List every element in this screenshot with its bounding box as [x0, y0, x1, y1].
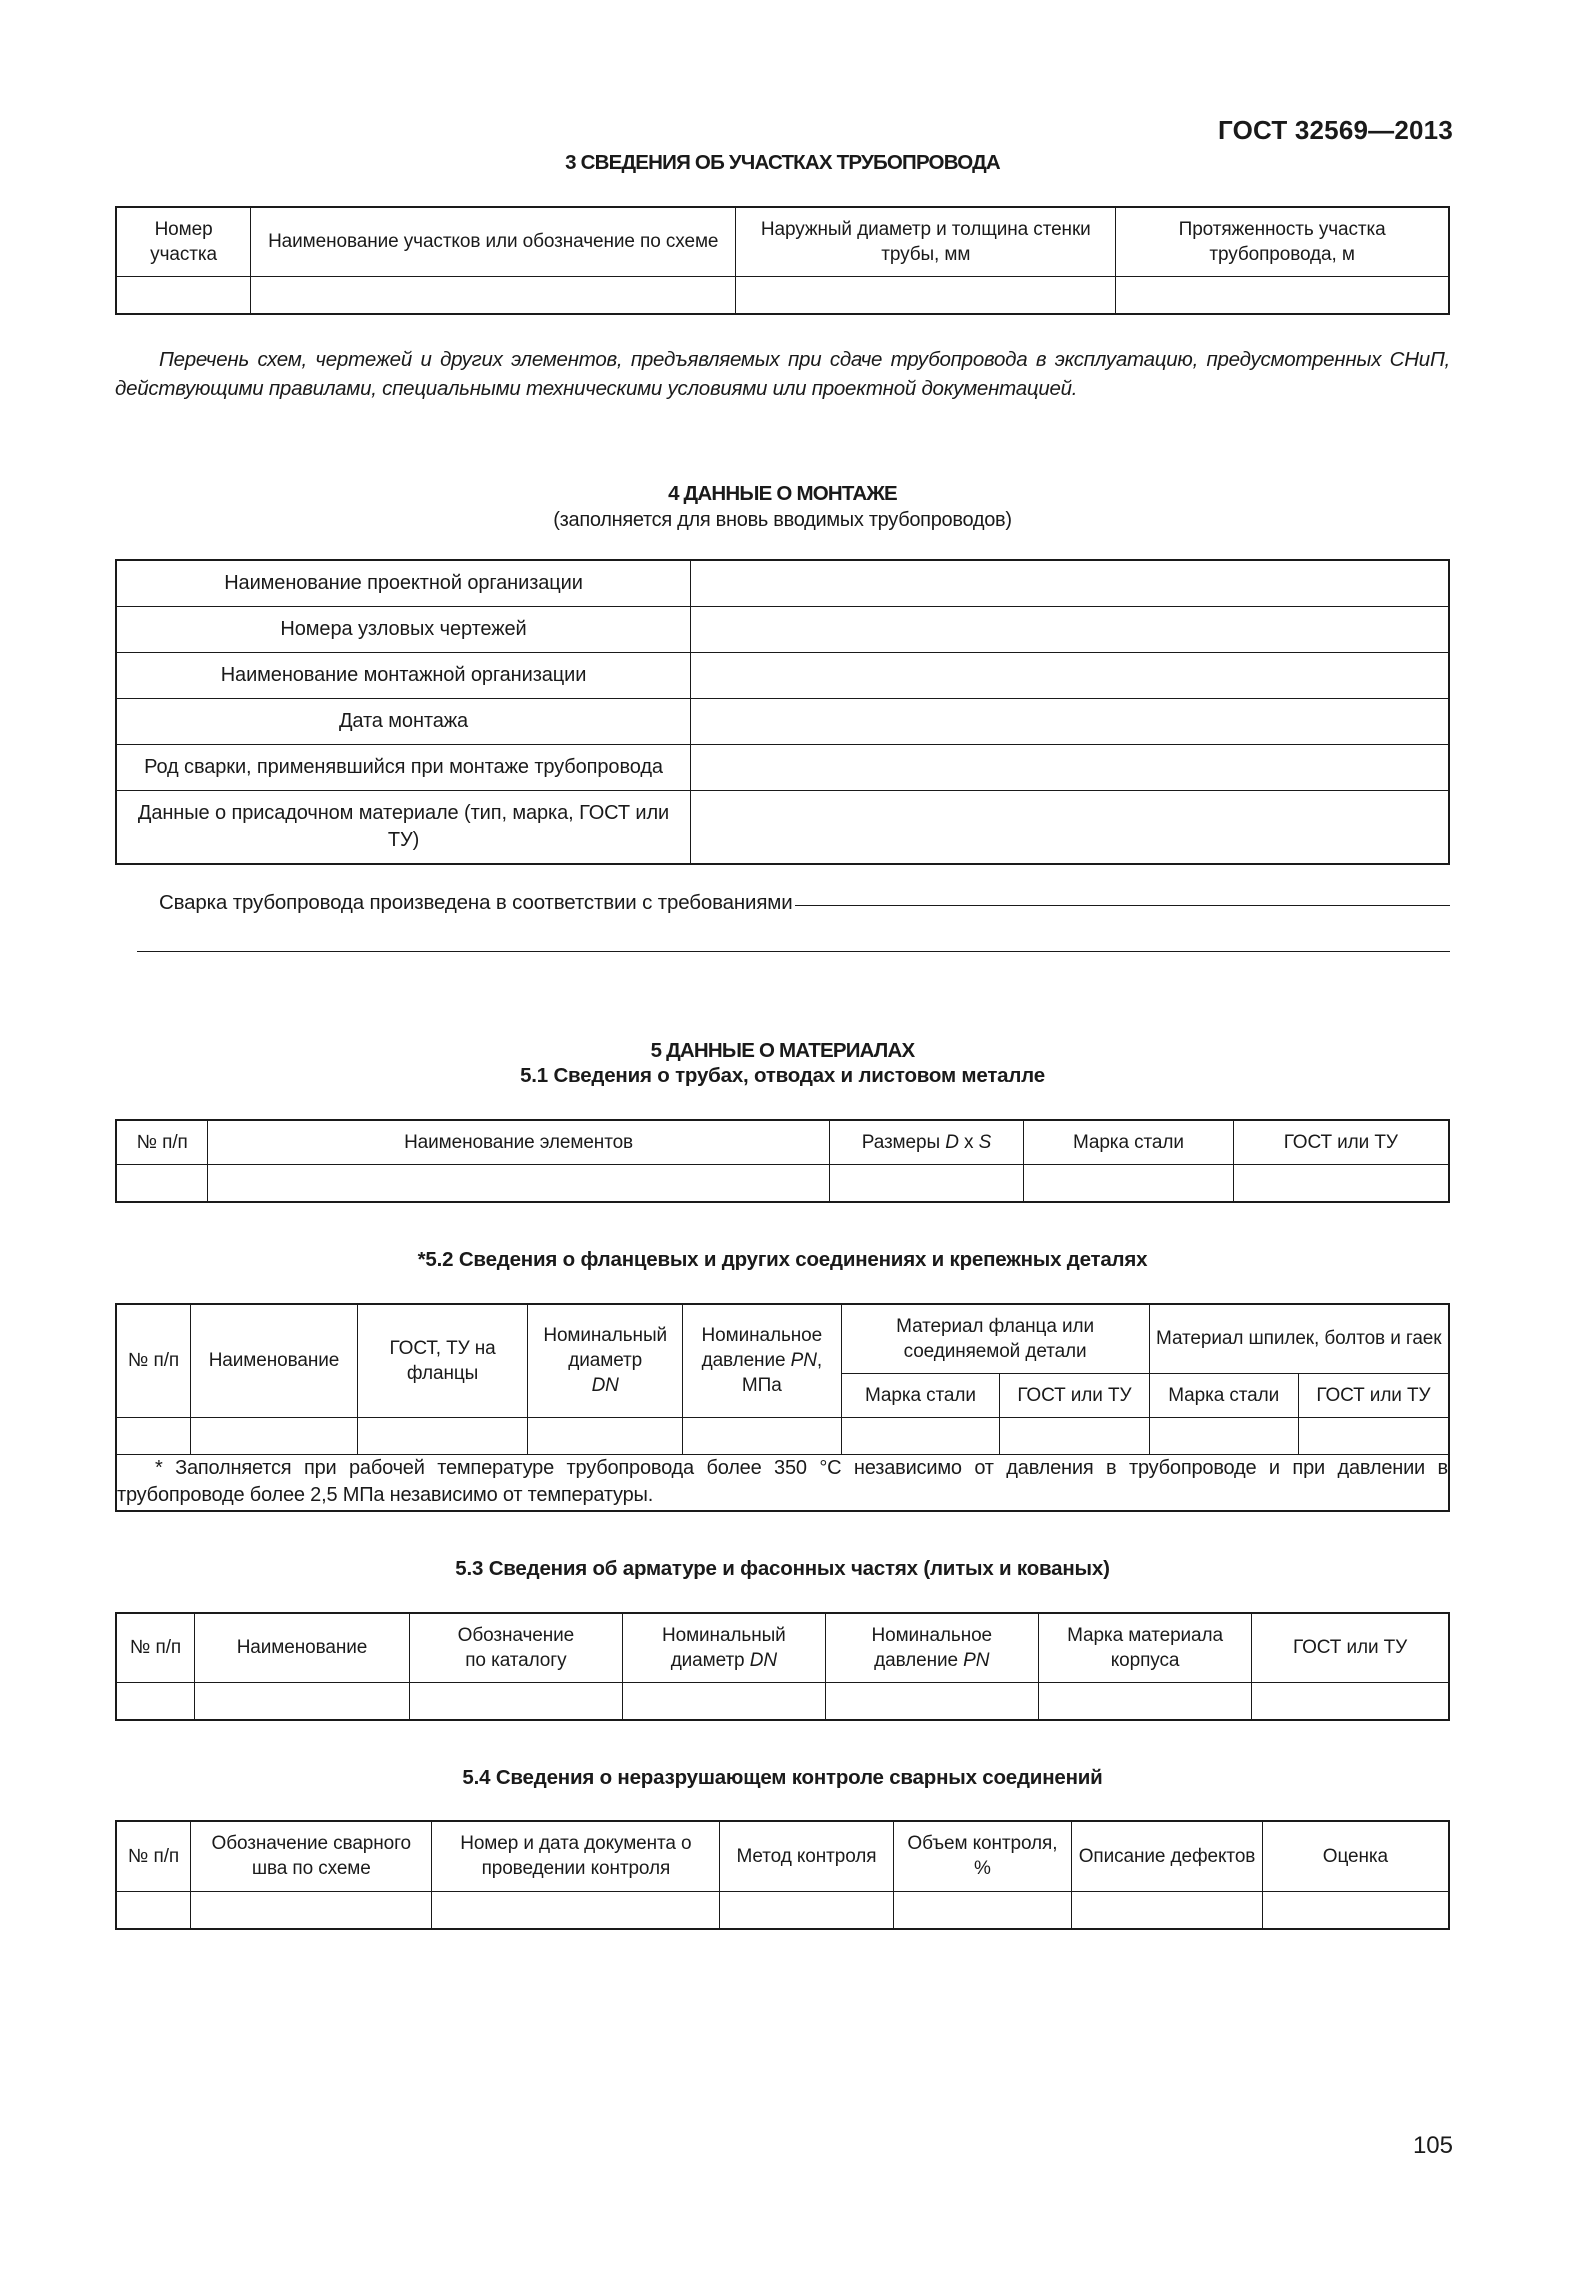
cell-row-number[interactable]: [116, 1682, 195, 1720]
column-header-control-method: Метод контроля: [720, 1821, 893, 1891]
column-header-row-number: № п/п: [116, 1821, 191, 1891]
cell-length[interactable]: [1116, 276, 1449, 314]
dimensions-separator: x: [958, 1131, 979, 1153]
cell-flange-gost-tu[interactable]: [1000, 1417, 1149, 1454]
section-5-2-footnote: [116, 1454, 1449, 1511]
column-header-flange-steel-grade: Марка стали: [841, 1373, 1000, 1417]
section-5-title: 5 ДАННЫЕ О МАТЕРИАЛАХ: [650, 1038, 915, 1062]
cell-catalog-designation[interactable]: [409, 1682, 622, 1720]
cell-nominal-diameter[interactable]: [528, 1417, 683, 1454]
column-header-gost-tu: ГОСТ или ТУ: [1252, 1613, 1449, 1683]
section-4-title: 4 ДАННЫЕ О МОНТАЖЕ: [668, 482, 897, 505]
column-header-catalog-designation: [409, 1613, 622, 1683]
column-group-header-flange-material: Материал фланца или соединяемой детали: [841, 1304, 1149, 1374]
column-header-row-number: № п/п: [116, 1304, 191, 1418]
column-header-gost-tu: ГОСТ или ТУ: [1233, 1120, 1449, 1165]
pn-label-line2: давление: [874, 1649, 964, 1671]
cell-name[interactable]: [191, 1417, 358, 1454]
column-header-nominal-diameter: [528, 1304, 683, 1418]
column-header-row-number: № п/п: [116, 1120, 208, 1165]
material-label-line2: корпуса: [1110, 1649, 1180, 1671]
cell-control-method[interactable]: [720, 1891, 893, 1929]
dn-label-line1: Номинальный: [661, 1624, 786, 1646]
dimensions-s-symbol: S: [978, 1131, 992, 1153]
welding-requirements-input[interactable]: [795, 905, 1450, 906]
cell-name[interactable]: [195, 1682, 410, 1720]
footnote-marker: *: [155, 1456, 163, 1479]
row-label-filler-material: Данные о присадочном материале (тип, марка, ГОСТ или ТУ): [116, 790, 691, 864]
section-5-2-title: *5.2 Сведения о фланцевых и других соединениях и крепежных деталях: [417, 1247, 1148, 1271]
document-content: [115, 0, 1450, 1930]
table-row[interactable]: [116, 560, 1449, 607]
pn-comma: ,: [816, 1350, 823, 1372]
section-5-3-title: 5.3 Сведения об арматуре и фасонных частях (литых и кованых): [455, 1557, 1110, 1580]
dn-label-line2: диаметр: [568, 1350, 643, 1372]
pn-label-line2: давление: [701, 1350, 791, 1372]
column-header-control-volume: Объем контроля, %: [893, 1821, 1072, 1891]
cell-dimensions[interactable]: [829, 1164, 1024, 1202]
dn-symbol: DN: [749, 1649, 777, 1671]
table-row[interactable]: [116, 606, 1449, 652]
table-header-row-top: [116, 1304, 1449, 1374]
column-header-element-name: Наименование элементов: [208, 1120, 829, 1165]
table-row[interactable]: [116, 1417, 1449, 1454]
section-3-title: 3 СВЕДЕНИЯ ОБ УЧАСТКАХ ТРУБОПРОВОДА: [565, 151, 1000, 174]
row-value-welding-type[interactable]: [691, 744, 1449, 790]
cell-control-volume[interactable]: [893, 1891, 1072, 1929]
column-header-stud-gost-tu: ГОСТ или ТУ: [1298, 1373, 1449, 1417]
cell-element-name[interactable]: [208, 1164, 829, 1202]
catalog-label-line1: Обозначение: [457, 1624, 575, 1646]
section-5-1-table: [115, 1119, 1450, 1203]
cell-gost-tu[interactable]: [1233, 1164, 1449, 1202]
table-header-row: [116, 1821, 1449, 1891]
section-4-table: [115, 559, 1450, 865]
row-value-install-date[interactable]: [691, 698, 1449, 744]
table-row[interactable]: [116, 1164, 1449, 1202]
cell-row-number[interactable]: [116, 1417, 191, 1454]
pn-label-line1: Номинальное: [701, 1325, 823, 1347]
page-number: 105: [1412, 2132, 1453, 2159]
table-header-row: [116, 207, 1449, 277]
standard-header: ГОСТ 32569—2013: [1218, 115, 1453, 145]
column-header-diameter-thickness: Наружный диаметр и толщина стенки трубы, мм: [736, 207, 1116, 277]
row-value-install-org[interactable]: [691, 652, 1449, 698]
row-value-project-org[interactable]: [691, 560, 1449, 607]
welding-requirements-label: Сварка трубопровода произведена в соответствии с требованиями: [159, 890, 793, 914]
column-header-length: Протяженность участка трубопровода, м: [1116, 207, 1449, 277]
column-header-flange-gost-tu: ГОСТ или ТУ: [1000, 1373, 1149, 1417]
dn-label-line2: диаметр: [670, 1649, 750, 1671]
cell-defect-description[interactable]: [1072, 1891, 1263, 1929]
cell-body-material[interactable]: [1038, 1682, 1251, 1720]
dimensions-d-symbol: D: [945, 1131, 959, 1153]
cell-gost-flange[interactable]: [357, 1417, 528, 1454]
cell-stud-steel-grade[interactable]: [1149, 1417, 1298, 1454]
cell-flange-steel-grade[interactable]: [841, 1417, 1000, 1454]
row-label-install-org: Наименование монтажной организации: [116, 652, 691, 698]
cell-document-number-date[interactable]: [432, 1891, 720, 1929]
column-header-stud-steel-grade: Марка стали: [1149, 1373, 1298, 1417]
cell-gost-tu[interactable]: [1252, 1682, 1449, 1720]
column-header-assessment: Оценка: [1262, 1821, 1449, 1891]
section-5-4-title: 5.4 Сведения о неразрушающем контроле сварных соединений: [462, 1765, 1103, 1789]
column-header-nominal-pressure: [825, 1613, 1038, 1683]
column-header-gost-flange: ГОСТ, ТУ на фланцы: [357, 1304, 528, 1418]
cell-assessment[interactable]: [1262, 1891, 1449, 1929]
column-header-row-number: № п/п: [116, 1613, 195, 1683]
catalog-label-line2: по каталогу: [465, 1649, 567, 1671]
cell-diameter-thickness[interactable]: [736, 276, 1116, 314]
section-3-note: Перечень схем, чертежей и других элементов, предъявляемых при сдаче трубопровода в эксплуатацию, предусмотренных СНиП, действующими правилами, специальными техническими условиями или проектной документацией.: [115, 347, 1450, 400]
cell-uchastok-name[interactable]: [251, 276, 736, 314]
dn-symbol: DN: [591, 1375, 619, 1397]
table-row[interactable]: [116, 744, 1449, 790]
welding-requirements-line[interactable]: [115, 891, 1450, 915]
row-label-install-date: Дата монтажа: [116, 698, 691, 744]
column-header-name: Наименование: [195, 1613, 410, 1683]
column-header-weld-designation: Обозначение сварного шва по схеме: [191, 1821, 432, 1891]
column-header-document-number-date: Номер и дата документа о проведении контроля: [432, 1821, 720, 1891]
table-row[interactable]: [116, 1682, 1449, 1720]
row-label-node-drawings: Номера узловых чертежей: [116, 606, 691, 652]
footnote-text: Заполняется при рабочей температуре трубопровода более 350 °С независимо от давления в трубопроводе и при давлении в трубопроводе более 2,5 МПа независимо от температуры.: [117, 1456, 1448, 1507]
cell-uchastok-number[interactable]: [116, 276, 251, 314]
table-header-row: [116, 1613, 1449, 1683]
table-footnote-row: [116, 1454, 1449, 1511]
column-header-nominal-pressure: [683, 1304, 842, 1418]
cell-nominal-pressure[interactable]: [683, 1417, 842, 1454]
cell-weld-designation[interactable]: [191, 1891, 432, 1929]
cell-nominal-pressure[interactable]: [825, 1682, 1038, 1720]
column-header-uchastok-name: Наименование участков или обозначение по схеме: [251, 207, 736, 277]
row-value-node-drawings[interactable]: [691, 606, 1449, 652]
material-label-line1: Марка материала: [1067, 1624, 1223, 1646]
cell-row-number[interactable]: [116, 1891, 191, 1929]
column-header-steel-grade: Марка стали: [1024, 1120, 1233, 1165]
column-header-name: Наименование: [191, 1304, 358, 1418]
cell-stud-gost-tu[interactable]: [1298, 1417, 1449, 1454]
column-header-dimensions: [829, 1120, 1024, 1165]
pn-units: МПа: [741, 1375, 782, 1397]
section-5-3-table: [115, 1612, 1450, 1721]
table-row[interactable]: [116, 790, 1449, 864]
dimensions-prefix: Размеры: [861, 1131, 946, 1153]
section-4-subtitle: (заполняется для вновь вводимых трубопроводов): [553, 508, 1012, 531]
section-5-1-title: 5.1 Сведения о трубах, отводах и листовом металле: [520, 1064, 1045, 1088]
table-row[interactable]: [116, 698, 1449, 744]
cell-nominal-diameter[interactable]: [623, 1682, 826, 1720]
section-3-table: [115, 206, 1450, 315]
column-header-defect-description: Описание дефектов: [1072, 1821, 1263, 1891]
table-header-row: [116, 1120, 1449, 1165]
pn-label-line1: Номинальное: [871, 1624, 993, 1646]
row-value-filler-material[interactable]: [691, 790, 1449, 864]
pn-symbol: PN: [790, 1350, 817, 1372]
table-row[interactable]: [116, 652, 1449, 698]
cell-row-number[interactable]: [116, 1164, 208, 1202]
dn-label-line1: Номинальный: [543, 1325, 668, 1347]
row-label-welding-type: Род сварки, применявшийся при монтаже трубопровода: [116, 744, 691, 790]
column-header-uchastok-number: Номер участка: [116, 207, 251, 277]
column-header-body-material: [1038, 1613, 1251, 1683]
row-label-project-org: Наименование проектной организации: [116, 560, 691, 607]
column-header-nominal-diameter: [623, 1613, 826, 1683]
table-row[interactable]: [116, 1891, 1449, 1929]
section-5-2-table: [115, 1303, 1450, 1512]
column-group-header-stud-material: Материал шпилек, болтов и гаек: [1149, 1304, 1449, 1374]
table-row[interactable]: [116, 276, 1449, 314]
section-5-4-table: [115, 1820, 1450, 1929]
pn-symbol: PN: [963, 1649, 990, 1671]
cell-steel-grade[interactable]: [1024, 1164, 1233, 1202]
